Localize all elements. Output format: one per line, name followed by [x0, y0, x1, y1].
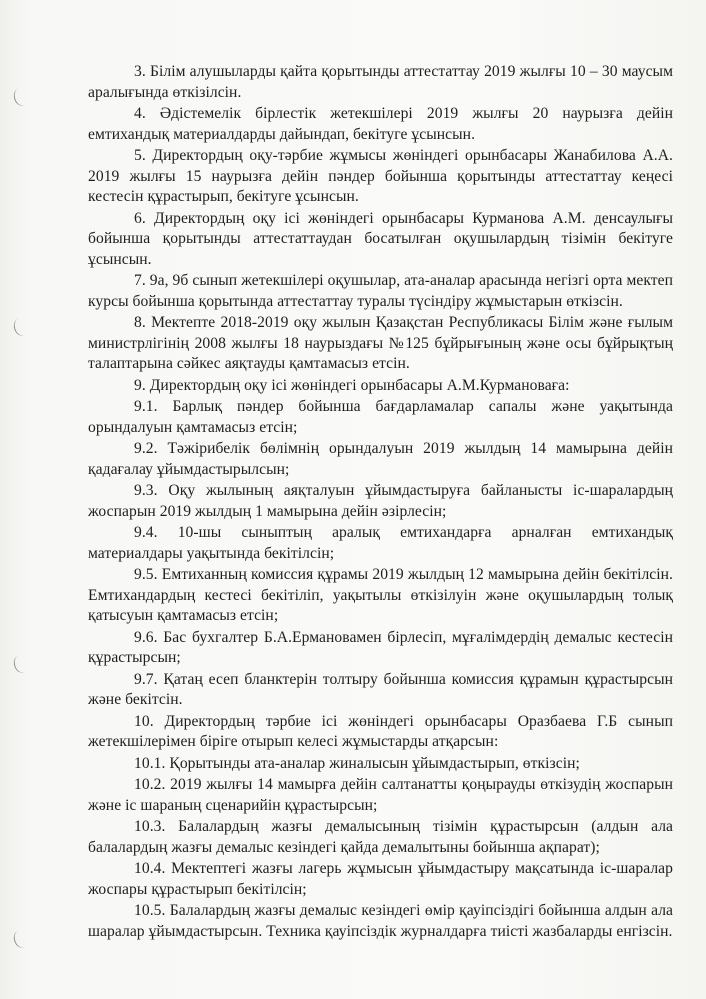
paragraph-10-1: 10.1. Қорытынды ата-аналар жиналысын ұйымдастырып, өткізсін; [134, 754, 580, 772]
paragraph-9-3: 9.3. Оқу жылының аяқталуын ұйымдастыруға байланысты іс-шаралардың жоспарын 2019 жылдың 1 мамырына дейін әзірлесін; [88, 482, 673, 520]
paragraph-3: 3. Білім алушыларды қайта қорытынды аттестаттау 2019 жылғы 10 – 30 маусым аралығында өткізілсін. [88, 63, 673, 101]
paragraph-9-4: 9.4. 10-шы сыныптың аралық емтихандарға арналған емтихандық материалдары уақытында бекітілсін; [88, 524, 673, 562]
binder-hole-mark [11, 86, 31, 108]
paragraph-10-3: 10.3. Балалардың жазғы демалысының тізімін құрастырсын (алдын ала балалардың жазғы демалыс кезіндегі қайда демалытыны бойынша ақпарат); [88, 818, 673, 856]
paragraph-10-2: 10.2. 2019 жылғы 14 мамырға дейін салтанатты қоңырауды өткізудің жоспарын және іс шараның сценарийін құрастырсын; [88, 776, 673, 814]
paragraph-8: 8. Мектепте 2018-2019 оқу жылын Қазақстан Республикасы Білім және ғылым министрлігінің 2008 жылғы 18 наурыздағы №125 бұйрығының және осы бұйрықтың талаптарына сәйкес аяқтауды қамтамасыз етсін. [88, 314, 673, 372]
paragraph-4: 4. Әдістемелік бірлестік жетекшілері 2019 жылғы 20 наурызға дейін емтихандық материалдарды дайындап, бекітуге ұсынсын. [88, 105, 673, 143]
paragraph-9-1: 9.1. Барлық пәндер бойынша бағдарламалар сапалы және уақытында орындалуын қамтамасыз етсін; [88, 398, 673, 436]
paragraph-9-6: 9.6. Бас бухгалтер Б.А.Ермановамен бірлесіп, мұғалімдердің демалыс кестесін құрастырсын; [88, 628, 673, 666]
paragraph-10-5: 10.5. Балалардың жазғы демалыс кезіндегі өмір қауіпсіздігі бойынша алдын ала шаралар ұйымдастырсын. Техника қауіпсіздік журналдарға тиісті жазбаларды енгізсін. [88, 902, 673, 940]
paragraph-9-2: 9.2. Тәжірибелік бөлімнің орындалуын 2019 жылдың 14 мамырына дейін қадағалау ұйымдастырылсын; [88, 440, 673, 478]
paragraph-5: 5. Директордың оқу-тәрбие жұмысы жөніндегі орынбасары Жанабилова А.А. 2019 жылғы 15 наурызға дейін пәндер бойынша қорытынды аттестаттау кеңесі кестесін құрастырып, бекітуге ұсынсын. [88, 147, 673, 205]
document-body [88, 62, 673, 943]
paragraph-9: 9. Директордың оқу ісі жөніндегі орынбасары А.М.Курмановаға: [134, 376, 570, 394]
binder-hole-mark [11, 316, 31, 338]
paragraph-10: 10. Директордың тәрбие ісі жөніндегі орынбасары Оразбаева Г.Б сынып жетекшілерімен біріге отырып келесі жұмыстарды атқарсын: [88, 712, 673, 750]
paragraph-10-4: 10.4. Мектептегі жазғы лагерь жұмысын ұйымдастыру мақсатында іс-шаралар жоспары құрастырып бекітілсін; [88, 860, 673, 898]
binder-hole-mark [11, 653, 31, 675]
paragraph-9-7: 9.7. Қатаң есеп бланктерін толтыру бойынша комиссия құрамын құрастырсын және бекітсін. [88, 670, 673, 708]
paragraph-9-5: 9.5. Емтиханның комиссия құрамы 2019 жылдың 12 мамырына дейін бекітілсін. Емтихандардың кестесі бекітіліп, уақытылы өткізілуін және оқушылардың толық қатысуын қамтамасыз етсін; [88, 566, 673, 624]
binder-hole-mark [11, 928, 31, 950]
paragraph-7: 7. 9а, 9б сынып жетекшілері оқушылар, ата-аналар арасында негізгі орта мектеп курсы бойынша қорытында аттестаттау туралы түсіндіру жұмыстарын өткізсін. [88, 272, 673, 310]
paragraph-6: 6. Директордың оқу ісі жөніндегі орынбасары Курманова А.М. денсаулығы бойынша қорытынды аттестаттаудан босатылған оқушылардың тізімін бекітуге ұсынсын. [88, 209, 673, 268]
